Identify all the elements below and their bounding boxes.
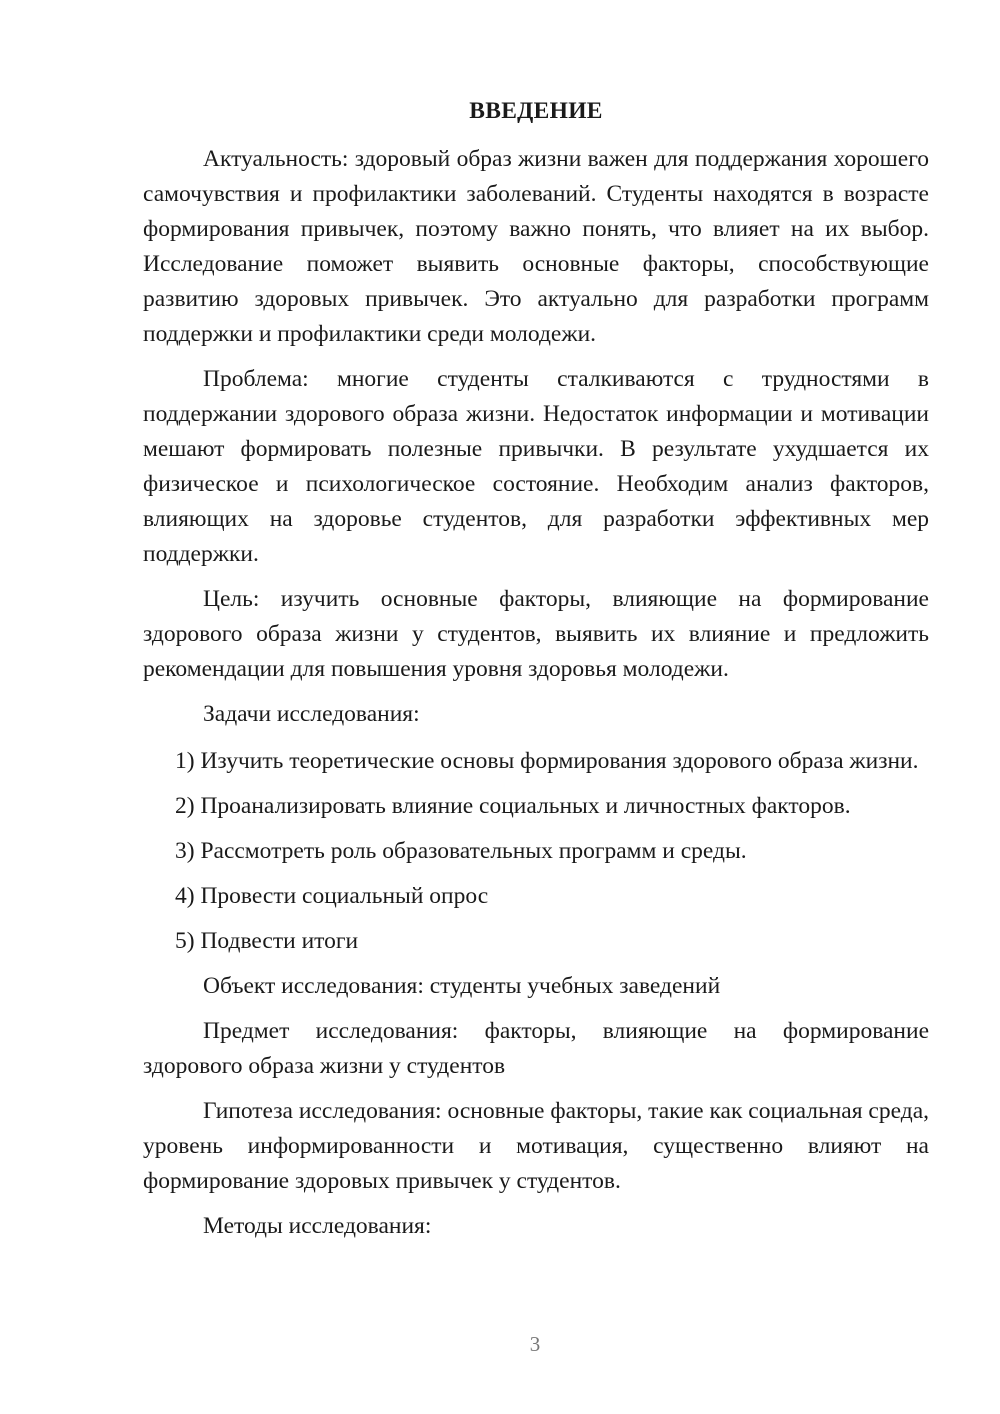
relevance-paragraph: Актуальность: здоровый образ жизни важен для поддержания хорошего самочувствия и профилактики заболеваний. Студенты находятся в возрасте формирования привычек, поэтому важно понять, что влияет на их выбор. Исследование поможет выявить основные факторы, способствующие развитию здоровых привычек. Это актуально для разработки программ поддержки и профилактики среди молодежи.	[143, 146, 929, 347]
task-item-2: 2) Проанализировать влияние социальных и личностных факторов.	[175, 793, 851, 819]
tasks-list	[143, 744, 929, 959]
task-item-5: 5) Подвести итоги	[175, 928, 359, 954]
problem-paragraph: Проблема: многие студенты сталкиваются с трудностями в поддержании здорового образа жизни. Недостаток информации и мотивации мешают формировать полезные привычки. В результате ухудшается их физическое и психологическое состояние. Необходим анализ факторов, влияющих на здоровье студентов, для разработки эффективных мер поддержки.	[143, 366, 929, 567]
methods-heading: Методы исследования:	[203, 1213, 432, 1239]
object-paragraph: Объект исследования: студенты учебных заведений	[203, 973, 721, 999]
goal-paragraph: Цель: изучить основные факторы, влияющие на формирование здорового образа жизни у студентов, выявить их влияние и предложить рекомендации для повышения уровня здоровья молодежи.	[143, 586, 929, 682]
page-number: 3	[529, 1332, 541, 1356]
page-title: ВВЕДЕНИЕ	[469, 98, 603, 124]
task-item-1: 1) Изучить теоретические основы формирования здорового образа жизни.	[175, 748, 919, 774]
tasks-heading: Задачи исследования:	[203, 701, 420, 727]
subject-paragraph: Предмет исследования: факторы, влияющие на формирование здорового образа жизни у студентов	[143, 1018, 929, 1079]
page-content	[143, 96, 929, 1254]
hypothesis-paragraph: Гипотеза исследования: основные факторы, такие как социальная среда, уровень информированности и мотивация, существенно влияют на формирование здоровых привычек у студентов.	[143, 1098, 929, 1194]
task-item-3: 3) Рассмотреть роль образовательных программ и среды.	[175, 838, 747, 864]
task-item-4: 4) Провести социальный опрос	[175, 883, 489, 909]
